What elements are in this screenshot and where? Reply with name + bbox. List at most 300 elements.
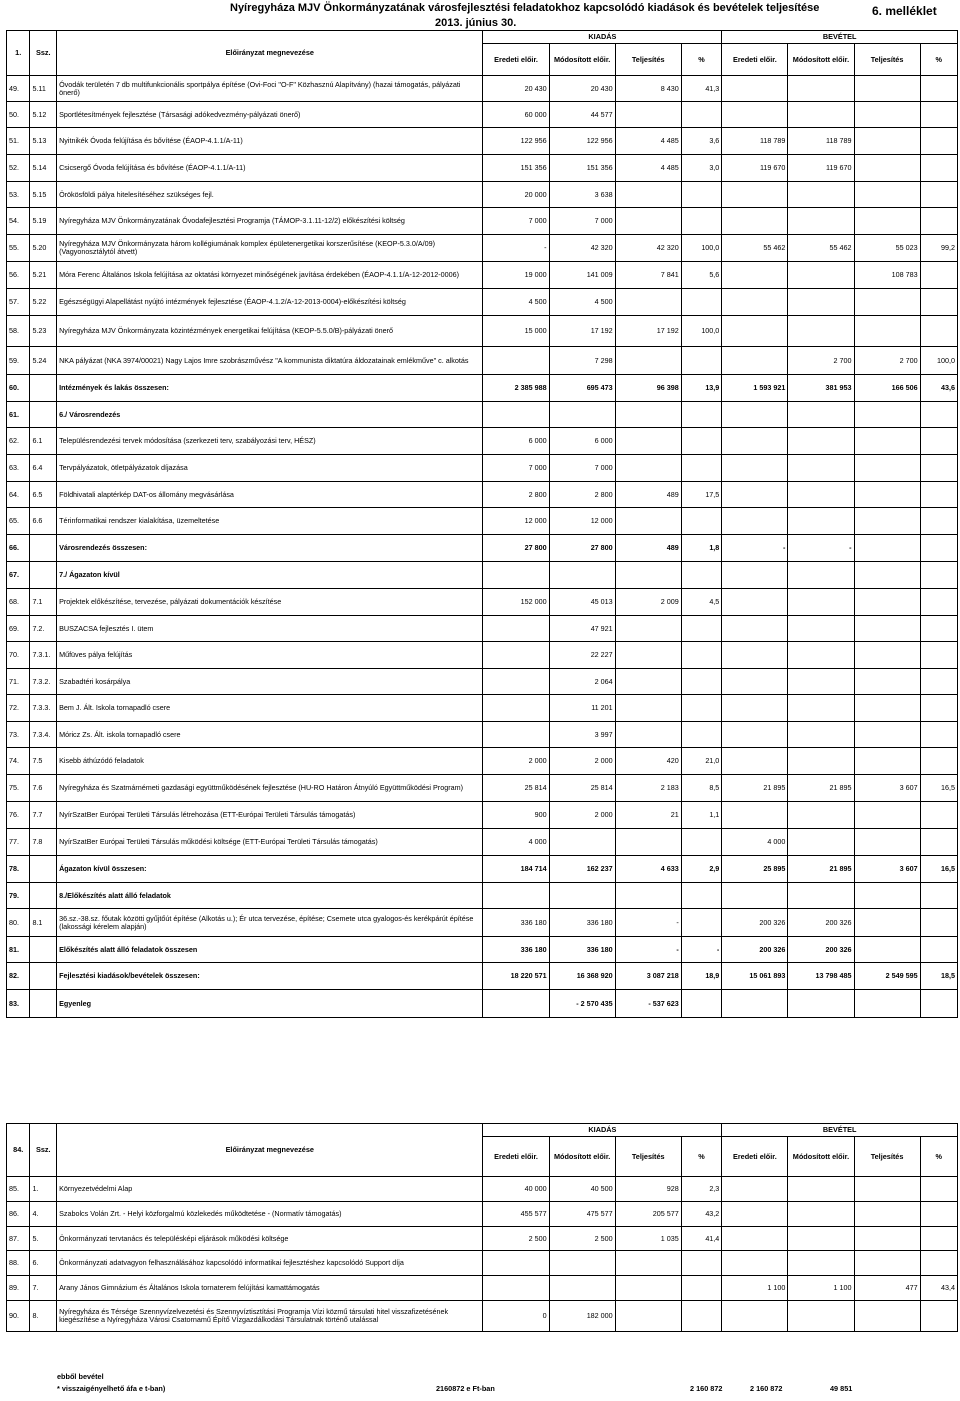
row-number: 55. bbox=[7, 235, 30, 262]
row-description: Ágazaton kívül összesen: bbox=[57, 856, 483, 883]
bevetel-modositott bbox=[788, 1177, 854, 1202]
bevetel-teljesites: 3 607 bbox=[854, 856, 920, 883]
row-description: Arany János Gimnázium és Általános Iskola tornaterem felújítási kamattámogatás bbox=[57, 1276, 483, 1301]
bevetel-teljesites bbox=[854, 402, 920, 428]
bevetel-teljesites: 108 783 bbox=[854, 262, 920, 289]
row-ssz bbox=[30, 535, 57, 562]
bevetel-teljesites bbox=[854, 208, 920, 235]
bevetel-eredeti: 200 326 bbox=[722, 937, 788, 963]
kiadas-pct bbox=[681, 208, 722, 235]
bevetel-teljesites bbox=[854, 616, 920, 642]
bevetel-teljesites bbox=[854, 316, 920, 347]
kiadas-modositott bbox=[549, 829, 615, 856]
bevetel-modositott: 118 789 bbox=[788, 128, 854, 155]
kiadas-modositott: 336 180 bbox=[549, 937, 615, 963]
bevetel-pct bbox=[920, 616, 957, 642]
kiadas-pct bbox=[681, 695, 722, 722]
row-ssz: 7.8 bbox=[30, 829, 57, 856]
table-row bbox=[7, 455, 958, 482]
kiadas-teljesites: 96 398 bbox=[615, 375, 681, 402]
kiadas-pct: 4,5 bbox=[681, 589, 722, 616]
bevetel-pct bbox=[920, 535, 957, 562]
row-ssz: 7.3.2. bbox=[30, 669, 57, 695]
kiadas-pct bbox=[681, 428, 722, 455]
bevetel-eredeti: 25 895 bbox=[722, 856, 788, 883]
bevetel-teljesites bbox=[854, 562, 920, 589]
kiadas-pct: 100,0 bbox=[681, 316, 722, 347]
kiadas-pct bbox=[681, 642, 722, 669]
row-ssz: 7.1 bbox=[30, 589, 57, 616]
kiadas-modositott: 22 227 bbox=[549, 642, 615, 669]
kiadas-teljesites: - bbox=[615, 909, 681, 937]
row-description: NyírSzatBer Európai Területi Társulás működési költsége (ETT-Európai Területi Társulás támogatás) bbox=[57, 829, 483, 856]
row-description: Műfüves pálya felújítás bbox=[57, 642, 483, 669]
bevetel-pct bbox=[920, 1251, 957, 1276]
table-row bbox=[7, 990, 958, 1018]
table-row bbox=[7, 182, 958, 208]
kiadas-pct: 1,8 bbox=[681, 535, 722, 562]
bevetel-pct bbox=[920, 802, 957, 829]
row-number: 59. bbox=[7, 347, 30, 375]
kiadas-teljesites bbox=[615, 208, 681, 235]
bevetel-pct: 18,5 bbox=[920, 963, 957, 990]
row-number: 89. bbox=[7, 1276, 30, 1301]
row-description: Csicsergő Óvoda felújítása és bővítése (ÉAOP-4.1.1/A-11) bbox=[57, 155, 483, 182]
row-description: 7./ Ágazaton kívül bbox=[57, 562, 483, 589]
bevetel-teljesites bbox=[854, 722, 920, 748]
bevetel-teljesites bbox=[854, 289, 920, 316]
bevetel-teljesites bbox=[854, 155, 920, 182]
row-number: 82. bbox=[7, 963, 30, 990]
table-row bbox=[7, 102, 958, 128]
header-kiadas-pct: % bbox=[681, 44, 722, 76]
kiadas-eredeti: 2 385 988 bbox=[483, 375, 549, 402]
bevetel-teljesites bbox=[854, 482, 920, 508]
header-ssz: Ssz. bbox=[30, 31, 57, 76]
kiadas-modositott: 20 430 bbox=[549, 76, 615, 102]
second-table bbox=[6, 1123, 958, 1332]
table-row bbox=[7, 347, 958, 375]
row-ssz: 5.23 bbox=[30, 316, 57, 347]
kiadas-eredeti: 122 956 bbox=[483, 128, 549, 155]
kiadas-pct bbox=[681, 1276, 722, 1301]
row-ssz bbox=[30, 883, 57, 909]
row-number: 75. bbox=[7, 775, 30, 802]
kiadas-eredeti: 184 714 bbox=[483, 856, 549, 883]
kiadas-modositott: 40 500 bbox=[549, 1177, 615, 1202]
row-description: NKA pályázat (NKA 3974/00021) Nagy Lajos Imre szobrászművész "A kommunista diktatúra áldozatainak emlékműve" c. alkotás bbox=[57, 347, 483, 375]
bevetel-pct bbox=[920, 76, 957, 102]
footer-kiadas-eredeti: 2160872 e Ft-ban bbox=[436, 1384, 495, 1393]
kiadas-teljesites bbox=[615, 402, 681, 428]
kiadas-teljesites bbox=[615, 1251, 681, 1276]
row-ssz: 5.19 bbox=[30, 208, 57, 235]
kiadas-modositott bbox=[549, 562, 615, 589]
table-row bbox=[7, 669, 958, 695]
row-description: 8./Előkészítés alatt álló feladatok bbox=[57, 883, 483, 909]
kiadas-eredeti bbox=[483, 990, 549, 1018]
kiadas-eredeti: 0 bbox=[483, 1301, 549, 1332]
kiadas-teljesites bbox=[615, 347, 681, 375]
row-number: 51. bbox=[7, 128, 30, 155]
kiadas-modositott: 336 180 bbox=[549, 909, 615, 937]
bevetel-pct bbox=[920, 695, 957, 722]
header-bevetel-eredeti: Eredeti előir. bbox=[722, 44, 788, 76]
kiadas-teljesites bbox=[615, 642, 681, 669]
kiadas-pct: 41,3 bbox=[681, 76, 722, 102]
kiadas-eredeti: - bbox=[483, 235, 549, 262]
bevetel-teljesites bbox=[854, 128, 920, 155]
row-ssz: 5. bbox=[30, 1227, 57, 1251]
kiadas-teljesites bbox=[615, 455, 681, 482]
kiadas-modositott: 25 814 bbox=[549, 775, 615, 802]
table-row bbox=[7, 508, 958, 535]
row-number: 65. bbox=[7, 508, 30, 535]
kiadas-modositott: 475 577 bbox=[549, 1202, 615, 1227]
kiadas-pct bbox=[681, 562, 722, 589]
bevetel-modositott bbox=[788, 616, 854, 642]
row-number: 61. bbox=[7, 402, 30, 428]
kiadas-teljesites: 4 485 bbox=[615, 128, 681, 155]
row-description: Kisebb áthúzódó feladatok bbox=[57, 748, 483, 775]
bevetel-eredeti: 55 462 bbox=[722, 235, 788, 262]
bevetel-pct: 43,4 bbox=[920, 1276, 957, 1301]
kiadas-pct: 5,6 bbox=[681, 262, 722, 289]
bevetel-modositott bbox=[788, 1227, 854, 1251]
footer-line2: * visszaigényelhető áfa e t-ban) bbox=[57, 1384, 166, 1393]
row-number: 71. bbox=[7, 669, 30, 695]
table-row bbox=[7, 235, 958, 262]
bevetel-modositott: 13 798 485 bbox=[788, 963, 854, 990]
kiadas-pct: 43,2 bbox=[681, 1202, 722, 1227]
row-ssz: 5.12 bbox=[30, 102, 57, 128]
row-ssz: 6.6 bbox=[30, 508, 57, 535]
kiadas-eredeti: 7 000 bbox=[483, 455, 549, 482]
bevetel-modositott bbox=[788, 428, 854, 455]
bevetel-eredeti bbox=[722, 508, 788, 535]
kiadas-modositott bbox=[549, 402, 615, 428]
kiadas-modositott: 695 473 bbox=[549, 375, 615, 402]
bevetel-pct bbox=[920, 642, 957, 669]
bevetel-pct bbox=[920, 262, 957, 289]
table-row bbox=[7, 316, 958, 347]
bevetel-modositott bbox=[788, 76, 854, 102]
bevetel-eredeti: 118 789 bbox=[722, 128, 788, 155]
kiadas-teljesites: 4 485 bbox=[615, 155, 681, 182]
header2-kiadas: KIADÁS bbox=[483, 1124, 722, 1137]
row-ssz bbox=[30, 963, 57, 990]
row-description: 6./ Városrendezés bbox=[57, 402, 483, 428]
header-bevetel-pct: % bbox=[920, 44, 957, 76]
bevetel-pct: 99,2 bbox=[920, 235, 957, 262]
bevetel-modositott: 1 100 bbox=[788, 1276, 854, 1301]
kiadas-eredeti bbox=[483, 669, 549, 695]
table-row bbox=[7, 155, 958, 182]
table-row bbox=[7, 562, 958, 589]
header-kiadas: KIADÁS bbox=[483, 31, 722, 44]
main-table bbox=[6, 30, 958, 1018]
bevetel-eredeti: 1 593 921 bbox=[722, 375, 788, 402]
bevetel-teljesites bbox=[854, 1202, 920, 1227]
kiadas-pct bbox=[681, 182, 722, 208]
row-number: 53. bbox=[7, 182, 30, 208]
header2-bevetel-eredeti: Eredeti előir. bbox=[722, 1137, 788, 1177]
row-description: Nyitnikék Óvoda felújítása és bővítése (ÉAOP-4.1.1/A-11) bbox=[57, 128, 483, 155]
kiadas-pct: 3,6 bbox=[681, 128, 722, 155]
bevetel-eredeti bbox=[722, 428, 788, 455]
kiadas-eredeti: 18 220 571 bbox=[483, 963, 549, 990]
bevetel-teljesites: 2 700 bbox=[854, 347, 920, 375]
header-kiadas-eredeti: Eredeti előir. bbox=[483, 44, 549, 76]
row-number: 69. bbox=[7, 616, 30, 642]
footer-bevetel-modositott: 2 160 872 bbox=[750, 1384, 783, 1393]
kiadas-pct bbox=[681, 616, 722, 642]
header2-number: 84. bbox=[7, 1124, 30, 1177]
bevetel-eredeti: 1 100 bbox=[722, 1276, 788, 1301]
table-row bbox=[7, 1227, 958, 1251]
kiadas-teljesites: 17 192 bbox=[615, 316, 681, 347]
bevetel-pct bbox=[920, 1301, 957, 1332]
kiadas-pct bbox=[681, 455, 722, 482]
bevetel-pct bbox=[920, 1227, 957, 1251]
header2-bevetel-pct: % bbox=[920, 1137, 957, 1177]
kiadas-eredeti: 336 180 bbox=[483, 937, 549, 963]
bevetel-pct bbox=[920, 402, 957, 428]
kiadas-pct bbox=[681, 909, 722, 937]
bevetel-eredeti bbox=[722, 589, 788, 616]
kiadas-teljesites bbox=[615, 1276, 681, 1301]
row-number: 87. bbox=[7, 1227, 30, 1251]
kiadas-modositott: 6 000 bbox=[549, 428, 615, 455]
row-description: BUSZACSA fejlesztés I. ütem bbox=[57, 616, 483, 642]
kiadas-teljesites: 8 430 bbox=[615, 76, 681, 102]
kiadas-pct: - bbox=[681, 937, 722, 963]
row-number: 83. bbox=[7, 990, 30, 1018]
bevetel-pct bbox=[920, 909, 957, 937]
row-number: 58. bbox=[7, 316, 30, 347]
row-description: Örökösföldi pálya hitelesítéséhez szükséges fejl. bbox=[57, 182, 483, 208]
row-ssz: 7.3.3. bbox=[30, 695, 57, 722]
kiadas-teljesites: 489 bbox=[615, 535, 681, 562]
row-number: 63. bbox=[7, 455, 30, 482]
kiadas-teljesites bbox=[615, 1301, 681, 1332]
bevetel-teljesites bbox=[854, 695, 920, 722]
row-ssz: 5.20 bbox=[30, 235, 57, 262]
annex-label: 6. melléklet bbox=[872, 4, 937, 18]
bevetel-pct bbox=[920, 208, 957, 235]
header-number: 1. bbox=[7, 31, 30, 76]
table-row bbox=[7, 535, 958, 562]
kiadas-modositott: 151 356 bbox=[549, 155, 615, 182]
table-row bbox=[7, 262, 958, 289]
row-number: 54. bbox=[7, 208, 30, 235]
bevetel-eredeti bbox=[722, 182, 788, 208]
bevetel-pct bbox=[920, 482, 957, 508]
kiadas-pct: 21,0 bbox=[681, 748, 722, 775]
table-row bbox=[7, 829, 958, 856]
kiadas-teljesites: - 537 623 bbox=[615, 990, 681, 1018]
bevetel-pct bbox=[920, 316, 957, 347]
kiadas-teljesites: 420 bbox=[615, 748, 681, 775]
kiadas-teljesites bbox=[615, 695, 681, 722]
table-row bbox=[7, 289, 958, 316]
kiadas-modositott: 122 956 bbox=[549, 128, 615, 155]
bevetel-pct: 43,6 bbox=[920, 375, 957, 402]
row-number: 81. bbox=[7, 937, 30, 963]
row-ssz: 5.15 bbox=[30, 182, 57, 208]
kiadas-pct bbox=[681, 102, 722, 128]
kiadas-modositott: 3 997 bbox=[549, 722, 615, 748]
kiadas-modositott: 2 500 bbox=[549, 1227, 615, 1251]
kiadas-modositott bbox=[549, 1276, 615, 1301]
row-description: Egyenleg bbox=[57, 990, 483, 1018]
bevetel-eredeti bbox=[722, 695, 788, 722]
table-row bbox=[7, 482, 958, 508]
table-row bbox=[7, 642, 958, 669]
row-description: Fejlesztési kiadások/bevételek összesen: bbox=[57, 963, 483, 990]
kiadas-teljesites: 1 035 bbox=[615, 1227, 681, 1251]
header2-bevetel: BEVÉTEL bbox=[722, 1124, 958, 1137]
bevetel-eredeti bbox=[722, 347, 788, 375]
kiadas-teljesites: 2 183 bbox=[615, 775, 681, 802]
header2-bevetel-teljesites: Teljesítés bbox=[854, 1137, 920, 1177]
bevetel-pct bbox=[920, 1177, 957, 1202]
table-row bbox=[7, 963, 958, 990]
bevetel-modositott: 200 326 bbox=[788, 909, 854, 937]
row-ssz: 8.1 bbox=[30, 909, 57, 937]
bevetel-pct bbox=[920, 990, 957, 1018]
kiadas-eredeti bbox=[483, 616, 549, 642]
header-bevetel: BEVÉTEL bbox=[722, 31, 958, 44]
bevetel-teljesites bbox=[854, 1251, 920, 1276]
kiadas-eredeti: 60 000 bbox=[483, 102, 549, 128]
bevetel-teljesites: 2 549 595 bbox=[854, 963, 920, 990]
bevetel-pct bbox=[920, 428, 957, 455]
bevetel-modositott: 55 462 bbox=[788, 235, 854, 262]
row-number: 72. bbox=[7, 695, 30, 722]
kiadas-eredeti bbox=[483, 695, 549, 722]
bevetel-pct bbox=[920, 722, 957, 748]
kiadas-modositott: 162 237 bbox=[549, 856, 615, 883]
bevetel-teljesites bbox=[854, 748, 920, 775]
bevetel-pct bbox=[920, 829, 957, 856]
bevetel-pct: 16,5 bbox=[920, 775, 957, 802]
row-ssz: 5.22 bbox=[30, 289, 57, 316]
bevetel-modositott bbox=[788, 289, 854, 316]
kiadas-eredeti bbox=[483, 347, 549, 375]
kiadas-teljesites bbox=[615, 508, 681, 535]
row-number: 79. bbox=[7, 883, 30, 909]
table-row bbox=[7, 883, 958, 909]
bevetel-modositott bbox=[788, 455, 854, 482]
row-number: 49. bbox=[7, 76, 30, 102]
kiadas-pct bbox=[681, 1301, 722, 1332]
kiadas-pct: 2,9 bbox=[681, 856, 722, 883]
kiadas-eredeti bbox=[483, 642, 549, 669]
kiadas-modositott: 141 009 bbox=[549, 262, 615, 289]
row-description: Városrendezés összesen: bbox=[57, 535, 483, 562]
bevetel-eredeti bbox=[722, 990, 788, 1018]
bevetel-teljesites bbox=[854, 990, 920, 1018]
row-description: Intézmények és lakás összesen: bbox=[57, 375, 483, 402]
kiadas-eredeti: 2 500 bbox=[483, 1227, 549, 1251]
bevetel-pct: 16,5 bbox=[920, 856, 957, 883]
kiadas-teljesites: 4 633 bbox=[615, 856, 681, 883]
header2-kiadas-pct: % bbox=[681, 1137, 722, 1177]
kiadas-pct bbox=[681, 289, 722, 316]
bevetel-pct bbox=[920, 102, 957, 128]
bevetel-teljesites bbox=[854, 182, 920, 208]
kiadas-modositott: - 2 570 435 bbox=[549, 990, 615, 1018]
bevetel-eredeti: 200 326 bbox=[722, 909, 788, 937]
kiadas-teljesites: 21 bbox=[615, 802, 681, 829]
kiadas-modositott: 16 368 920 bbox=[549, 963, 615, 990]
kiadas-teljesites: 3 087 218 bbox=[615, 963, 681, 990]
bevetel-modositott bbox=[788, 883, 854, 909]
table-row bbox=[7, 722, 958, 748]
kiadas-eredeti: 27 800 bbox=[483, 535, 549, 562]
bevetel-pct bbox=[920, 669, 957, 695]
bevetel-eredeti bbox=[722, 748, 788, 775]
kiadas-pct: 8,5 bbox=[681, 775, 722, 802]
footer-line1: ebből bevétel bbox=[57, 1372, 104, 1381]
bevetel-eredeti bbox=[722, 883, 788, 909]
header2-description: Előirányzat megnevezése bbox=[57, 1124, 483, 1177]
kiadas-pct bbox=[681, 883, 722, 909]
kiadas-eredeti: 2 800 bbox=[483, 482, 549, 508]
bevetel-modositott bbox=[788, 316, 854, 347]
bevetel-eredeti bbox=[722, 1251, 788, 1276]
kiadas-pct: 1,1 bbox=[681, 802, 722, 829]
kiadas-teljesites bbox=[615, 883, 681, 909]
header-kiadas-modositott: Módosított előir. bbox=[549, 44, 615, 76]
bevetel-eredeti bbox=[722, 802, 788, 829]
row-ssz: 5.11 bbox=[30, 76, 57, 102]
row-number: 73. bbox=[7, 722, 30, 748]
bevetel-modositott: 21 895 bbox=[788, 856, 854, 883]
row-number: 70. bbox=[7, 642, 30, 669]
table-row bbox=[7, 128, 958, 155]
kiadas-eredeti: 4 000 bbox=[483, 829, 549, 856]
row-number: 74. bbox=[7, 748, 30, 775]
kiadas-teljesites: 205 577 bbox=[615, 1202, 681, 1227]
bevetel-modositott: 119 670 bbox=[788, 155, 854, 182]
row-ssz: 5.14 bbox=[30, 155, 57, 182]
kiadas-teljesites bbox=[615, 562, 681, 589]
bevetel-modositott bbox=[788, 748, 854, 775]
table-row bbox=[7, 1301, 958, 1332]
kiadas-modositott: 2 800 bbox=[549, 482, 615, 508]
kiadas-modositott: 17 192 bbox=[549, 316, 615, 347]
kiadas-teljesites bbox=[615, 722, 681, 748]
kiadas-modositott: 42 320 bbox=[549, 235, 615, 262]
kiadas-pct: 13,9 bbox=[681, 375, 722, 402]
row-description: Földhivatali alaptérkép DAT-os állomány megvásárlása bbox=[57, 482, 483, 508]
row-ssz bbox=[30, 990, 57, 1018]
bevetel-modositott bbox=[788, 802, 854, 829]
kiadas-modositott: 182 000 bbox=[549, 1301, 615, 1332]
row-description: Önkormányzati tervtanács és településképi eljárások működési költsége bbox=[57, 1227, 483, 1251]
bevetel-modositott: 2 700 bbox=[788, 347, 854, 375]
kiadas-teljesites bbox=[615, 829, 681, 856]
kiadas-eredeti: 7 000 bbox=[483, 208, 549, 235]
row-number: 64. bbox=[7, 482, 30, 508]
bevetel-teljesites bbox=[854, 883, 920, 909]
bevetel-eredeti bbox=[722, 455, 788, 482]
document-title: Nyíregyháza MJV Önkormányzatának városfejlesztési feladatokhoz kapcsolódó kiadások és bevételek teljesítése bbox=[230, 2, 820, 14]
kiadas-pct bbox=[681, 1251, 722, 1276]
row-ssz bbox=[30, 375, 57, 402]
